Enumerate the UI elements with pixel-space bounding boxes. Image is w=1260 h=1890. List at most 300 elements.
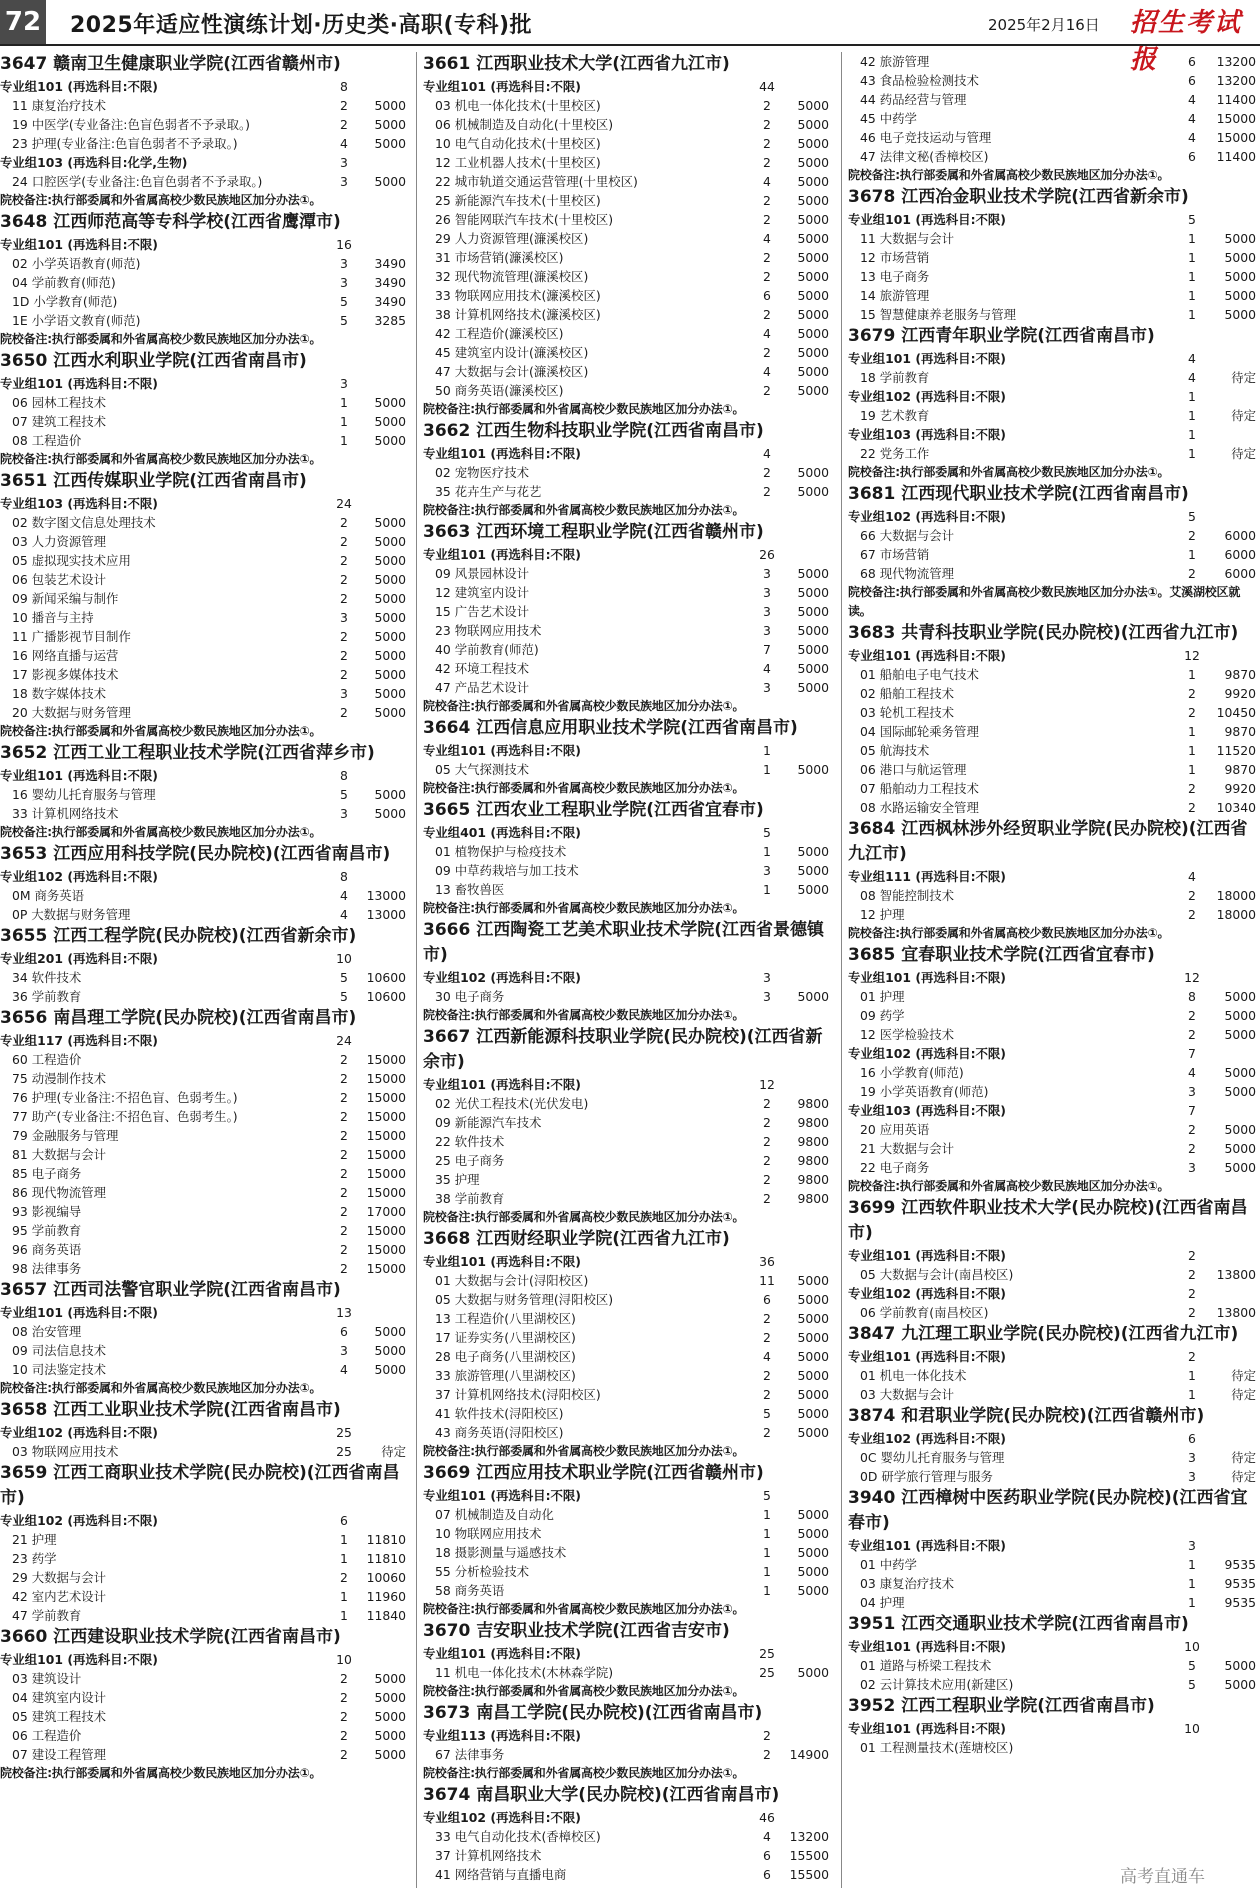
- major-fee: 9920: [1224, 781, 1256, 796]
- major-quota: 3: [763, 585, 771, 600]
- group-quota: 4: [1188, 351, 1196, 366]
- group-row: [423, 741, 833, 760]
- major-quota: 2: [763, 1115, 771, 1130]
- group-name: 专业组102 (再选科目:不限): [848, 1046, 1006, 1061]
- group-quota: 6: [1188, 1431, 1196, 1446]
- major-name: 03 建筑设计: [12, 1671, 82, 1686]
- school-remark: 院校备注:执行部委属和外省属高校少数民族地区加分办法①。: [423, 1444, 745, 1458]
- major-name: 01 植物保护与检疫技术: [435, 844, 567, 859]
- major-name: 25 电子商务: [435, 1153, 505, 1168]
- major-fee: 5000: [1224, 989, 1256, 1004]
- major-quota: 2: [340, 1147, 348, 1162]
- major-quota: 4: [763, 364, 771, 379]
- major-name: 08 智能控制技术: [860, 888, 955, 903]
- major-row: [0, 1568, 410, 1587]
- major-name: 06 包装艺术设计: [12, 572, 107, 587]
- major-fee: 5000: [374, 686, 406, 701]
- major-fee: 9870: [1224, 762, 1256, 777]
- group-name: 专业组101 (再选科目:不限): [423, 1646, 581, 1661]
- group-quota: 8: [340, 768, 348, 783]
- major-fee: 5000: [1224, 1141, 1256, 1156]
- column-divider: [416, 52, 417, 1888]
- major-fee: 15000: [366, 1128, 406, 1143]
- major-fee: 5000: [374, 515, 406, 530]
- major-name: 17 证券实务(八里湖校区): [435, 1330, 576, 1345]
- group-row: [0, 1423, 410, 1442]
- school-remark: 院校备注:执行部委属和外省属高校少数民族地区加分办法①。: [423, 1684, 745, 1698]
- newspaper-logo: 招生考试报: [1130, 8, 1243, 75]
- group-row: [423, 1726, 833, 1745]
- major-fee: 5000: [797, 585, 829, 600]
- major-name: 81 大数据与会计: [12, 1147, 107, 1162]
- school-heading: 3663 江西环境工程职业学院(江西省赣州市): [423, 522, 764, 542]
- major-quota: 3: [763, 604, 771, 619]
- major-row: [423, 1113, 833, 1132]
- major-fee: 5000: [1224, 1658, 1256, 1673]
- major-quota: 2: [340, 572, 348, 587]
- major-name: 24 口腔医学(专业备注:色盲色弱者不予录取。): [12, 174, 263, 189]
- major-name: 79 金融服务与管理: [12, 1128, 119, 1143]
- school-remark: 院校备注:执行部委属和外省属高校少数民族地区加分办法①。: [423, 402, 745, 416]
- group-row: [848, 210, 1260, 229]
- major-row: [848, 1366, 1260, 1385]
- major-fee: 5000: [374, 98, 406, 113]
- group-name: 专业组101 (再选科目:不限): [848, 351, 1006, 366]
- major-fee: 13200: [1216, 54, 1256, 69]
- major-fee: 3490: [374, 294, 406, 309]
- major-fee: 15000: [366, 1261, 406, 1276]
- school-remark: 院校备注:执行部委属和外省属高校少数民族地区加分办法①。: [423, 901, 745, 915]
- major-row: [423, 1524, 833, 1543]
- major-quota: 2: [763, 1134, 771, 1149]
- major-quota: 2: [340, 534, 348, 549]
- major-row: [423, 659, 833, 678]
- major-fee: 5000: [374, 806, 406, 821]
- major-quota: 1: [340, 1532, 348, 1547]
- major-name: 35 护理: [435, 1172, 480, 1187]
- group-name: 专业组101 (再选科目:不限): [848, 1248, 1006, 1263]
- group-quota: 7: [1188, 1103, 1196, 1118]
- major-name: 04 国际邮轮乘务管理: [860, 724, 979, 739]
- school-remark: 院校备注:执行部委属和外省属高校少数民族地区加分办法①。: [0, 1381, 322, 1395]
- major-quota: 2: [340, 553, 348, 568]
- major-fee: 5000: [374, 553, 406, 568]
- major-row: [423, 191, 833, 210]
- major-row: [848, 1063, 1260, 1082]
- major-name: 31 市场营销(濂溪校区): [435, 250, 564, 265]
- major-fee: 5000: [797, 307, 829, 322]
- major-row: [423, 1543, 833, 1562]
- major-row: [423, 1170, 833, 1189]
- major-quota: 4: [1188, 130, 1196, 145]
- major-name: 03 人力资源管理: [12, 534, 107, 549]
- major-row: [423, 842, 833, 861]
- major-fee: 5000: [797, 642, 829, 657]
- group-name: 专业组102 (再选科目:不限): [423, 1810, 581, 1825]
- major-row: [848, 564, 1260, 583]
- major-quota: 5: [340, 970, 348, 985]
- major-name: 22 软件技术: [435, 1134, 505, 1149]
- group-name: 专业组102 (再选科目:不限): [0, 1425, 158, 1440]
- major-fee: 9800: [797, 1153, 829, 1168]
- major-row: [848, 368, 1260, 387]
- major-quota: 3: [340, 806, 348, 821]
- major-name: 12 建筑室内设计: [435, 585, 530, 600]
- group-quota: 26: [759, 547, 775, 562]
- major-name: 13 畜牧兽医: [435, 882, 505, 897]
- major-row: [848, 886, 1260, 905]
- major-row: [0, 1050, 410, 1069]
- major-name: 17 影视多媒体技术: [12, 667, 119, 682]
- major-name: 12 护理: [860, 907, 905, 922]
- group-name: 专业组101 (再选科目:不限): [423, 1488, 581, 1503]
- major-row: [423, 1132, 833, 1151]
- major-name: 20 大数据与财务管理: [12, 705, 131, 720]
- group-row: [848, 646, 1260, 665]
- major-name: 01 中药学: [860, 1557, 917, 1572]
- major-quota: 1: [1188, 307, 1196, 322]
- school-heading: 3665 江西农业工程职业学院(江西省宜春市): [423, 800, 764, 820]
- major-fee: 9535: [1224, 1595, 1256, 1610]
- major-row: [423, 602, 833, 621]
- major-fee: 5000: [374, 787, 406, 802]
- major-fee: 5000: [797, 174, 829, 189]
- major-row: [848, 1139, 1260, 1158]
- major-quota: 1: [1188, 1387, 1196, 1402]
- major-fee: 11810: [366, 1551, 406, 1566]
- major-fee: 14900: [789, 1747, 829, 1762]
- school-remark: 院校备注:执行部委属和外省属高校少数民族地区加分办法①。: [0, 452, 322, 466]
- major-name: 0D 研学旅行管理与服务: [860, 1469, 993, 1484]
- issue-date: 2025年2月16日: [988, 16, 1100, 34]
- school-remark: 院校备注:执行部委属和外省属高校少数民族地区加分办法①。: [0, 825, 322, 839]
- major-quota: 2: [763, 307, 771, 322]
- school-remark: 院校备注:执行部委属和外省属高校少数民族地区加分办法①。: [0, 724, 322, 738]
- major-name: 66 大数据与会计: [860, 528, 955, 543]
- major-row: [848, 267, 1260, 286]
- group-row: [848, 1044, 1260, 1063]
- major-fee: 6000: [1224, 547, 1256, 562]
- major-name: 03 机电一体化技术(十里校区): [435, 98, 601, 113]
- major-name: 04 学前教育(师范): [12, 275, 116, 290]
- major-quota: 2: [340, 117, 348, 132]
- major-fee: 13000: [366, 907, 406, 922]
- major-row: [0, 96, 410, 115]
- group-quota: 3: [1188, 1538, 1196, 1553]
- major-name: 02 数字图文信息处理技术: [12, 515, 156, 530]
- major-quota: 5: [340, 294, 348, 309]
- group-name: 专业组103 (再选科目:不限): [848, 427, 1006, 442]
- major-name: 01 机电一体化技术: [860, 1368, 967, 1383]
- major-name: 93 影视编导: [12, 1204, 82, 1219]
- major-name: 43 食品检验检测技术: [860, 73, 979, 88]
- major-fee: 5000: [797, 288, 829, 303]
- major-fee: 10450: [1216, 705, 1256, 720]
- major-row: [0, 115, 410, 134]
- major-quota: 1: [1188, 724, 1196, 739]
- major-name: 85 电子商务: [12, 1166, 82, 1181]
- major-row: [0, 1088, 410, 1107]
- major-quota: 2: [763, 212, 771, 227]
- school-remark: 院校备注:执行部委属和外省属高校少数民族地区加分办法①。: [848, 465, 1170, 479]
- school-heading: 3660 江西建设职业技术学院(江西省南昌市): [0, 1627, 341, 1647]
- school-heading: 3674 南昌职业大学(民办院校)(江西省南昌市): [423, 1785, 780, 1805]
- major-quota: 3: [1188, 1084, 1196, 1099]
- major-name: 07 船舶动力工程技术: [860, 781, 979, 796]
- major-fee: 5000: [374, 1690, 406, 1705]
- major-fee: 13000: [366, 888, 406, 903]
- major-name: 45 中药学: [860, 111, 917, 126]
- major-fee: 5000: [797, 98, 829, 113]
- group-row: [423, 444, 833, 463]
- major-row: [848, 286, 1260, 305]
- major-name: 09 中草药栽培与加工技术: [435, 863, 579, 878]
- major-name: 46 电子竞技运动与管理: [860, 130, 992, 145]
- major-name: 07 机械制造及自动化: [435, 1507, 554, 1522]
- major-name: 50 商务英语(濂溪校区): [435, 383, 564, 398]
- major-name: 14 旅游管理: [860, 288, 930, 303]
- major-quota: 1: [1188, 667, 1196, 682]
- major-name: 60 工程造价: [12, 1052, 82, 1067]
- major-row: [848, 665, 1260, 684]
- school-remark: 院校备注:执行部委属和外省属高校少数民族地区加分办法①。: [423, 1602, 745, 1616]
- major-row: [423, 381, 833, 400]
- major-name: 16 网络直播与运营: [12, 648, 119, 663]
- major-name: 18 学前教育: [860, 370, 930, 385]
- major-fee: 11400: [1216, 149, 1256, 164]
- school-heading: 3940 江西樟树中医药职业学院(民办院校)(江西省宜春市): [848, 1488, 1248, 1533]
- group-row: [0, 494, 410, 513]
- major-row: [423, 463, 833, 482]
- major-fee: 11810: [366, 1532, 406, 1547]
- major-fee: 待定: [381, 1444, 406, 1459]
- major-name: 33 计算机网络技术: [12, 806, 119, 821]
- major-name: 13 电子商务: [860, 269, 930, 284]
- group-row: [0, 867, 410, 886]
- group-quota: 8: [340, 869, 348, 884]
- major-quota: 4: [763, 661, 771, 676]
- major-row: [423, 210, 833, 229]
- major-quota: 1: [763, 1526, 771, 1541]
- major-fee: 11400: [1216, 92, 1256, 107]
- major-row: [848, 684, 1260, 703]
- school-heading: 3685 宜春职业技术学院(江西省宜春市): [848, 945, 1155, 965]
- major-quota: 5: [763, 1406, 771, 1421]
- major-name: 22 城市轨道交通运营管理(十里校区): [435, 174, 638, 189]
- major-name: 42 环境工程技术: [435, 661, 530, 676]
- group-name: 专业组101 (再选科目:不限): [423, 547, 581, 562]
- major-row: [0, 589, 410, 608]
- group-quota: 3: [340, 376, 348, 391]
- major-quota: 5: [1188, 1677, 1196, 1692]
- major-fee: 5000: [374, 705, 406, 720]
- major-quota: 2: [1188, 528, 1196, 543]
- major-fee: 15000: [366, 1052, 406, 1067]
- major-row: [848, 71, 1260, 90]
- major-fee: 5000: [1224, 1027, 1256, 1042]
- major-quota: 3: [763, 680, 771, 695]
- group-name: 专业组102 (再选科目:不限): [0, 1513, 158, 1528]
- major-fee: 9800: [797, 1134, 829, 1149]
- major-fee: 5000: [1224, 269, 1256, 284]
- major-row: [0, 1107, 410, 1126]
- major-fee: 5000: [797, 250, 829, 265]
- major-name: 22 电子商务: [860, 1160, 930, 1175]
- major-fee: 5000: [374, 1709, 406, 1724]
- major-row: [0, 886, 410, 905]
- group-row: [423, 1075, 833, 1094]
- major-quota: 2: [340, 1223, 348, 1238]
- major-quota: 1: [340, 395, 348, 410]
- major-name: 38 计算机网络技术(濂溪校区): [435, 307, 601, 322]
- major-row: [0, 431, 410, 450]
- major-row: [423, 286, 833, 305]
- major-row: [848, 1555, 1260, 1574]
- major-quota: 4: [763, 1349, 771, 1364]
- major-quota: 11: [759, 1273, 775, 1288]
- group-quota: 5: [1188, 509, 1196, 524]
- major-fee: 9535: [1224, 1557, 1256, 1572]
- school-remark: 院校备注:执行部委属和外省属高校少数民族地区加分办法①。: [848, 1179, 1170, 1193]
- major-row: [0, 1669, 410, 1688]
- major-fee: 5000: [797, 1387, 829, 1402]
- major-row: [848, 1574, 1260, 1593]
- major-row: [423, 482, 833, 501]
- school-remark: 院校备注:执行部委属和外省属高校少数民族地区加分办法①。: [423, 503, 745, 517]
- major-row: [0, 1126, 410, 1145]
- major-fee: 15000: [366, 1185, 406, 1200]
- major-row: [423, 1271, 833, 1290]
- major-name: 11 康复治疗技术: [12, 98, 107, 113]
- major-fee: 5000: [374, 1362, 406, 1377]
- major-quota: 2: [763, 269, 771, 284]
- major-name: 03 物联网应用技术: [12, 1444, 119, 1459]
- major-row: [0, 968, 410, 987]
- major-row: [423, 760, 833, 779]
- major-row: [848, 1656, 1260, 1675]
- major-quota: 2: [763, 1311, 771, 1326]
- major-row: [848, 305, 1260, 324]
- school-remark: 院校备注:执行部委属和外省属高校少数民族地区加分办法①。: [423, 1008, 745, 1022]
- major-name: 40 学前教育(师范): [435, 642, 539, 657]
- major-fee: 6000: [1224, 528, 1256, 543]
- major-quota: 2: [763, 193, 771, 208]
- major-quota: 6: [763, 288, 771, 303]
- school-remark: 院校备注:执行部委属和外省属高校少数民族地区加分办法①。: [0, 1766, 322, 1780]
- major-quota: 2: [1188, 781, 1196, 796]
- major-row: [423, 96, 833, 115]
- major-row: [423, 1347, 833, 1366]
- major-row: [0, 987, 410, 1006]
- major-fee: 5000: [374, 534, 406, 549]
- group-name: 专业组101 (再选科目:不限): [423, 79, 581, 94]
- school-heading: 3684 江西枫林涉外经贸职业学院(民办院校)(江西省九江市): [848, 819, 1248, 864]
- major-fee: 5000: [374, 610, 406, 625]
- major-quota: 1: [1188, 1576, 1196, 1591]
- major-fee: 5000: [797, 680, 829, 695]
- major-fee: 15000: [1216, 130, 1256, 145]
- group-quota: 3: [763, 970, 771, 985]
- column-1: [0, 52, 410, 1888]
- major-name: 13 工程造价(八里湖校区): [435, 1311, 576, 1326]
- major-row: [848, 1303, 1260, 1322]
- major-row: [0, 627, 410, 646]
- major-row: [423, 621, 833, 640]
- major-quota: 2: [763, 1425, 771, 1440]
- group-row: [848, 425, 1260, 444]
- major-fee: 5000: [797, 117, 829, 132]
- major-quota: 1: [1188, 762, 1196, 777]
- major-fee: 5000: [797, 212, 829, 227]
- major-quota: 1: [1188, 743, 1196, 758]
- school-remark: 院校备注:执行部委属和外省属高校少数民族地区加分办法①。: [423, 1210, 745, 1224]
- major-row: [0, 1240, 410, 1259]
- major-quota: 4: [1188, 370, 1196, 385]
- major-fee: 3285: [374, 313, 406, 328]
- major-quota: 2: [1188, 1027, 1196, 1042]
- major-quota: 2: [1188, 1141, 1196, 1156]
- group-row: [423, 1808, 833, 1827]
- major-quota: 1: [1188, 288, 1196, 303]
- major-name: 12 工业机器人技术(十里校区): [435, 155, 601, 170]
- major-row: [423, 987, 833, 1006]
- school-heading: 3657 江西司法警官职业学院(江西省南昌市): [0, 1280, 341, 1300]
- major-quota: 3: [340, 174, 348, 189]
- major-row: [423, 324, 833, 343]
- major-quota: 2: [340, 591, 348, 606]
- major-name: 96 商务英语: [12, 1242, 82, 1257]
- group-name: 专业组101 (再选科目:不限): [848, 648, 1006, 663]
- major-name: 41 软件技术(浔阳校区): [435, 1406, 564, 1421]
- group-row: [423, 1252, 833, 1271]
- major-name: 44 药品经营与管理: [860, 92, 967, 107]
- major-name: 18 摄影测量与遥感技术: [435, 1545, 567, 1560]
- school-heading: 3683 共青科技职业学院(民办院校)(江西省九江市): [848, 623, 1239, 643]
- group-name: 专业组401 (再选科目:不限): [423, 825, 581, 840]
- major-quota: 2: [340, 648, 348, 663]
- major-fee: 15000: [366, 1223, 406, 1238]
- group-row: [0, 1511, 410, 1530]
- major-row: [0, 1322, 410, 1341]
- school-heading: 3667 江西新能源科技职业学院(民办院校)(江西省新余市): [423, 1027, 823, 1072]
- major-fee: 5000: [797, 1507, 829, 1522]
- major-name: 09 药学: [860, 1008, 905, 1023]
- major-fee: 5000: [797, 1545, 829, 1560]
- major-name: 29 人力资源管理(濂溪校区): [435, 231, 589, 246]
- group-quota: 3: [340, 155, 348, 170]
- major-fee: 5000: [1224, 1122, 1256, 1137]
- group-name: 专业组103 (再选科目:不限): [848, 1103, 1006, 1118]
- group-row: [423, 823, 833, 842]
- major-name: 02 光伏工程技术(光伏发电): [435, 1096, 589, 1111]
- major-fee: 6000: [1224, 566, 1256, 581]
- major-row: [423, 1827, 833, 1846]
- major-quota: 2: [1188, 1122, 1196, 1137]
- major-quota: 2: [1188, 566, 1196, 581]
- major-fee: 5000: [374, 117, 406, 132]
- group-quota: 8: [340, 79, 348, 94]
- school-remark: 院校备注:执行部委属和外省属高校少数民族地区加分办法①。艾溪湖校区就读。: [848, 585, 1241, 618]
- major-row: [848, 444, 1260, 463]
- major-row: [0, 1259, 410, 1278]
- group-quota: 4: [1188, 869, 1196, 884]
- major-name: 05 大数据与财务管理(浔阳校区): [435, 1292, 614, 1307]
- major-quota: 2: [763, 383, 771, 398]
- major-row: [423, 1094, 833, 1113]
- major-quota: 1: [763, 762, 771, 777]
- major-quota: 6: [763, 1292, 771, 1307]
- group-name: 专业组101 (再选科目:不限): [423, 743, 581, 758]
